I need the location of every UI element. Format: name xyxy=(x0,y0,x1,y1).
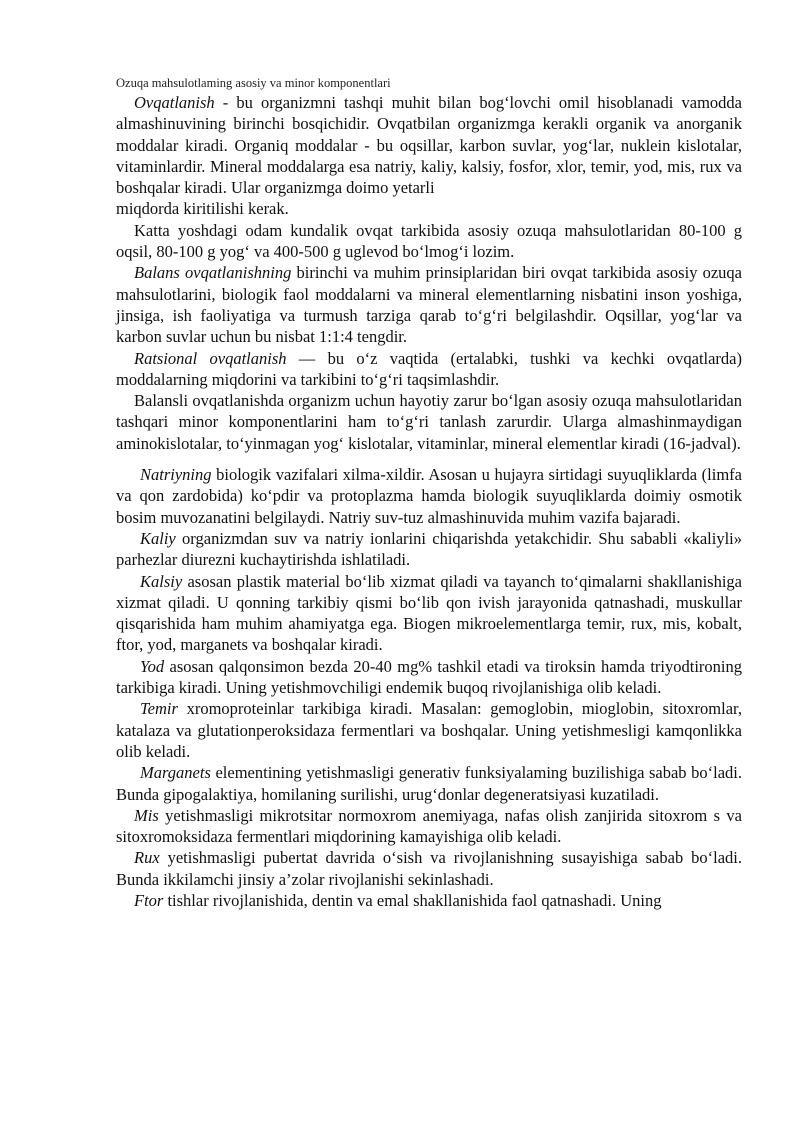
paragraph-text: xromoproteinlar tarkibiga kiradi. Masalan: gemoglobin, mioglobin, sitoxromlar, katalaza va glutationperoksidaza fermentlari va boshqalar. Uning yetishmesligi kamqonlikka olib keladi. xyxy=(116,699,742,761)
paragraph-rux xyxy=(116,847,742,890)
paragraph-text: — bu o‘z vaqtida (ertalabki, tushki va kechki ovqatlarda) moddalarning miqdorini va tarkibini to‘g‘ri taqsimlashdir. xyxy=(116,348,742,389)
term: Ovqatlanish xyxy=(134,93,215,112)
paragraph-ovqatlanish xyxy=(116,92,742,198)
paragraph-text: Balansli ovqatlanishda organizm uchun hayotiy zarur bo‘lgan asosiy ozuqa mahsulotlaridan tashqari minor komponentlarini ham to‘g‘ri tanlash zarurdir. Ularga almashinmaydigan aminokislotalar, to‘yinmagan yog‘ kislotalar, vitaminlar, mineral elementlar kiradi (16-jadval). xyxy=(116,391,742,453)
term: Balans ovqatlanishning xyxy=(134,263,292,283)
paragraph-text: asosan plastik material bo‘lib xizmat qiladi va tayanch to‘qimalarni shakllanishiga xizmat qiladi. U qonning tarkibiy qismi bo‘lib qon ivish jarayonida qatnashadi, muskullar qisqarishida ham muhim ahamiyatga ega. Biogen mikroelementlarga temir, rux, mis, kobalt, ftor, yod, marganets va boshqalar kiradi. xyxy=(116,571,742,655)
paragraph-text: - bu organizmni tashqi muhit bilan bog‘lovchi omil hisoblanadi vamodda almashinuvining birinchi bosqichidir. Ovqatbilan organizmga kerakli organik va anorganik moddalar kiradi. Organiq moddalar - bu oqsillar, karbon suvlar, yog‘lar, nuklein kislotalar, vitaminlardir. Mineral moddalarga esa natriy, kaliy, kalsiy, fosfor, xlor, temir, yod, mis, rux va boshqalar kiradi. Ular organizmga doimo yetarli xyxy=(116,93,742,198)
paragraph-kalsiy xyxy=(116,571,742,656)
paragraph-text: tishlar rivojlanishida, dentin va emal shakllanishida faol qatnashadi. Uning xyxy=(163,890,662,910)
paragraph-text: biologik vazifalari xilma-xildir. Asosan u hujayra sirtidagi suyuqliklarda (limfa va qon zardobida) ko‘pdir va protoplazma hamda biologik suyuqliklarda doimiy osmotik bosim muvozanatini belgilaydi. Natriy suv-tuz almashinuvida muhim vazifa bajaradi. xyxy=(116,465,742,527)
paragraph-marganets xyxy=(116,762,742,805)
term: Ftor xyxy=(134,890,164,910)
paragraph-text: asosan qalqonsimon bezda 20-40 mg% tashkil etadi va tiroksin hamda triyodtironing tarkibiga kiradi. Uning yetishmovchiligi endemik buqoq rivojlanishiga olib keladi. xyxy=(116,656,742,698)
paragraph-daily-intake xyxy=(116,220,742,263)
paragraph-text: elementining yetishmasligi generativ funksiyalaming buzilishiga sabab bo‘ladi. Bunda gipogalaktiya, homilaning surilishi, urug‘donlar degeneratsiyasi kuzatiladi. xyxy=(116,763,742,804)
term: Marganets xyxy=(140,763,211,783)
term: Rux xyxy=(134,848,160,868)
running-header: Ozuqa mahsulotlaming asosiy va minor komponentlari xyxy=(116,76,391,90)
term: Temir xyxy=(140,699,178,719)
term: Mis xyxy=(134,805,159,825)
term: Natriyning xyxy=(140,465,212,485)
term: Yod xyxy=(140,656,165,676)
term: Kalsiy xyxy=(140,571,183,591)
paragraph-ratsional xyxy=(116,348,742,391)
paragraph-continuation xyxy=(116,198,742,219)
paragraph-natriy xyxy=(116,464,742,528)
paragraph-text: yetishmasligi pubertat davrida o‘sish va rivojlanishning susayishiga sabab bo‘ladi. Bunda ikkilamchi jinsiy a’zolar rivojlanishi sekinlashadi. xyxy=(116,848,742,889)
paragraph-yod xyxy=(116,656,742,699)
paragraph-text: miqdorda kiritilishi kerak. xyxy=(116,199,289,219)
paragraph-minor-components xyxy=(116,390,742,454)
term: Kaliy xyxy=(140,528,176,548)
paragraph-ftor xyxy=(116,890,742,911)
paragraph-temir xyxy=(116,698,742,762)
paragraph-text: Katta yoshdagi odam kundalik ovqat tarkibida asosiy ozuqa mahsulotlaridan 80-100 g oqsil, 80-100 g yog‘ va 400-500 g uglevod bo‘lmog‘i lozim. xyxy=(116,220,742,262)
paragraph-text: organizmdan suv va natriy ionlarini chiqarishda yetakchidir. Shu sababli «kaliyli» parhezlar diurezni kuchaytirishda ishlatiladi. xyxy=(116,528,742,570)
paragraph-text: yetishmasligi mikrotsitar normoxrom anemiyaga, nafas olish zanjirida sitoxrom s va sitoxromoksidaza fermentlari miqdorining kamayishiga olib keladi. xyxy=(116,805,742,847)
term: Ratsional ovqatlanish xyxy=(134,348,287,368)
paragraph-balans xyxy=(116,262,742,347)
paragraph-mis xyxy=(116,805,742,848)
paragraph-kaliy xyxy=(116,528,742,571)
paragraph-text: birinchi va muhim prinsiplaridan biri ovqat tarkibida asosiy ozuqa mahsulotlarini, biologik faol moddalarni va mineral elementlarning nisbatini inson yoshiga, jinsiga, ish faoliyatiga va turmush tarziga qarab to‘g‘ri belgilashdir. Oqsillar, yog‘lar va karbon suvlar uchun bu nisbat 1:1:4 tengdir. xyxy=(116,263,743,347)
document-page xyxy=(116,76,742,911)
